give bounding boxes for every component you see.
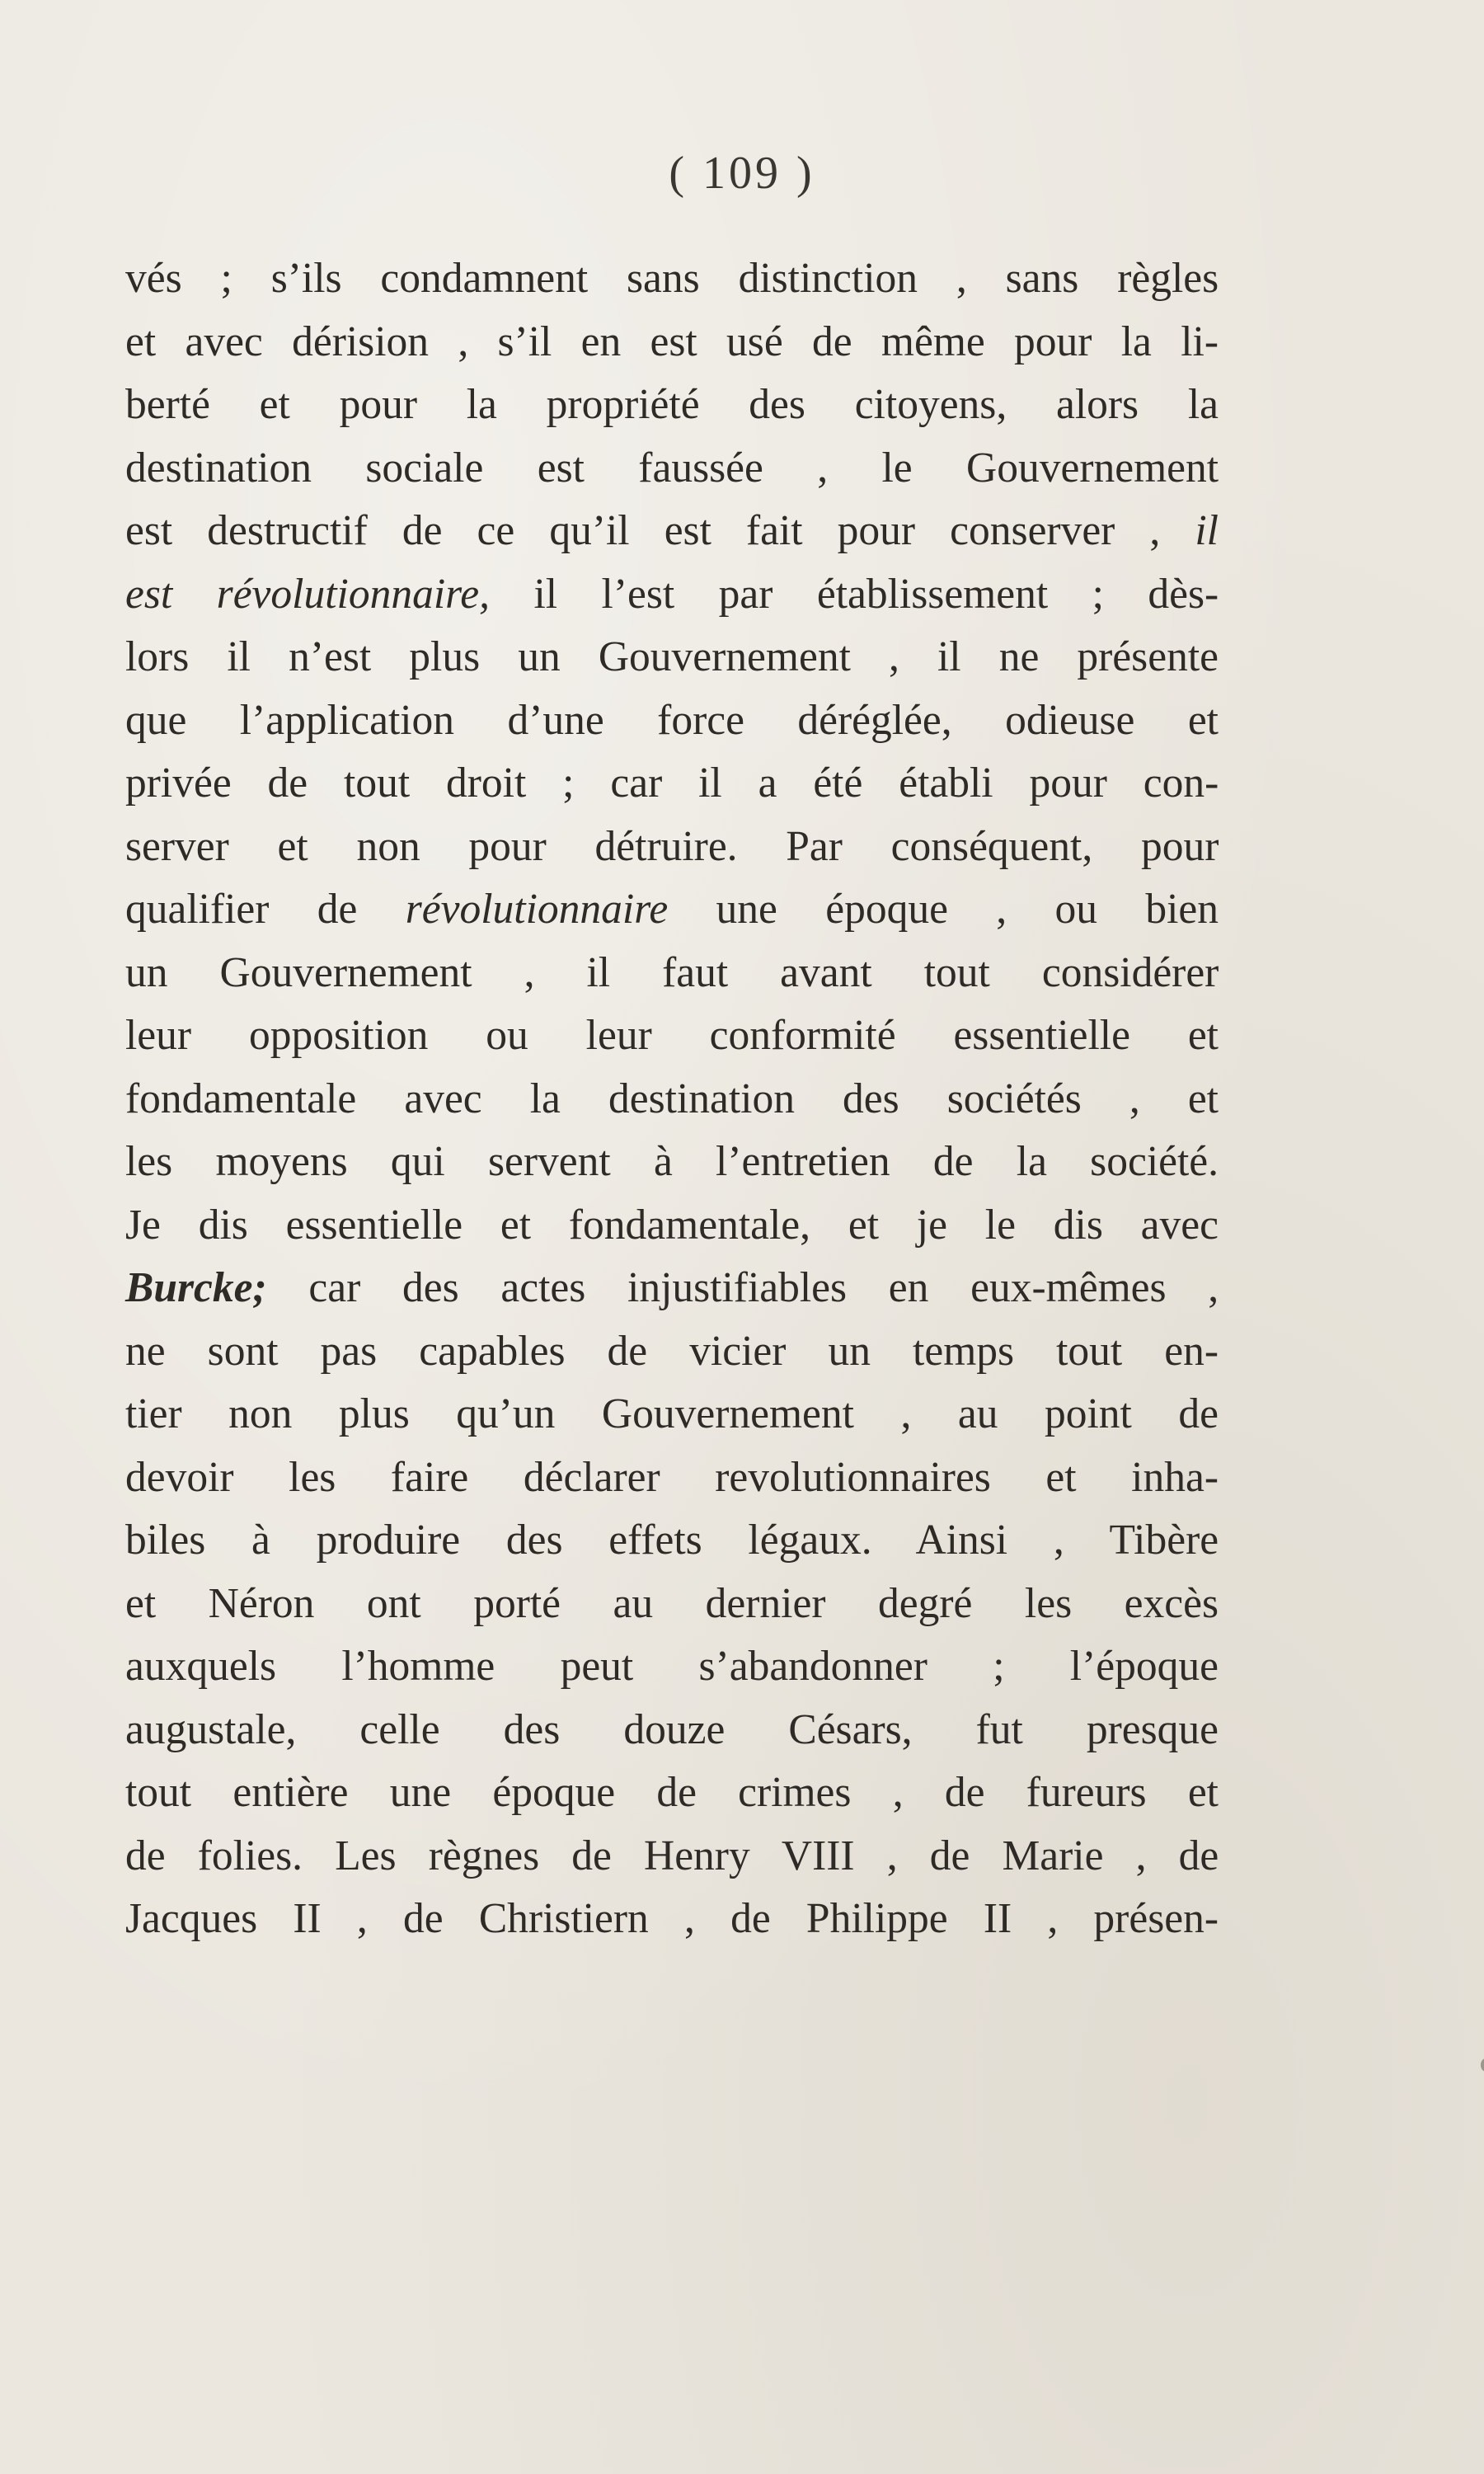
text-line: [125, 1761, 1219, 1825]
text-line: [125, 878, 1219, 942]
text-segment: lors il n’est plus un Gouvernement , il ne présente: [125, 633, 1219, 680]
text-segment: et avec dérision , s’il en est usé de même pour la li-: [125, 317, 1219, 365]
text-segment: privée de tout droit ; car il a été établi pour con-: [125, 760, 1219, 807]
text-line: [125, 1004, 1219, 1068]
page-number: ( 109 ): [669, 148, 815, 199]
text-segment: est destructif de ce qu’il est fait pour conserver ,: [125, 507, 1195, 554]
text-line: [125, 437, 1219, 501]
text-line: [125, 626, 1219, 689]
ink-speck: [1481, 2058, 1484, 2072]
text-line: [125, 752, 1219, 816]
text-segment: ne sont pas capables de vicier un temps tout en-: [125, 1327, 1219, 1375]
text-segment: Jacques II , de Christiern , de Philippe II , présen-: [125, 1895, 1219, 1942]
text-segment: fondamentale avec la destination des sociétés , et: [125, 1075, 1219, 1122]
text-line: [125, 1825, 1219, 1888]
text-line: [125, 1509, 1219, 1573]
text-line: [125, 1383, 1219, 1446]
text-line: [125, 1320, 1219, 1384]
text-segment: auxquels l’homme peut s’abandonner ; l’époque: [125, 1643, 1219, 1690]
text-segment: qualifier de: [125, 886, 406, 933]
text-segment: tout entière une époque de crimes , de fureurs et: [125, 1769, 1219, 1816]
text-line: [125, 311, 1219, 374]
text-line: [125, 1635, 1219, 1699]
text-segment: berté et pour la propriété des citoyens, alors la: [125, 381, 1219, 428]
text-segment: devoir les faire déclarer revolutionnaires et inha-: [125, 1453, 1219, 1501]
text-segment: un Gouvernement , il faut avant tout considérer: [125, 948, 1219, 996]
text-segment: et Néron ont porté au dernier degré les excès: [125, 1579, 1219, 1627]
text-line: [125, 247, 1219, 311]
text-segment: Je dis essentielle et fondamentale, et je le dis avec: [125, 1201, 1219, 1249]
text-segment: destination sociale est faussée , le Gouvernement: [125, 444, 1219, 492]
text-segment: il: [1195, 507, 1219, 554]
text-segment: leur opposition ou leur conformité essentielle et: [125, 1012, 1219, 1059]
text-line: [125, 1131, 1219, 1194]
text-segment: les moyens qui servent à l’entretien de la société.: [125, 1138, 1219, 1185]
text-segment: une époque , ou bien: [668, 886, 1219, 933]
text-segment: est révolutionnaire,: [125, 570, 491, 618]
text-line: [125, 1446, 1219, 1510]
text-line: [125, 1068, 1219, 1131]
text-line: [125, 500, 1219, 563]
text-line: [125, 374, 1219, 437]
text-line: [125, 1573, 1219, 1636]
text-segment: augustale, celle des douze Césars, fut presque: [125, 1705, 1219, 1753]
text-segment: que l’application d’une force déréglée, odieuse et: [125, 696, 1219, 744]
text-segment: révolutionnaire: [405, 886, 669, 933]
text-segment: il l’est par établissement ; dès-: [490, 570, 1219, 618]
text-line: [125, 1257, 1219, 1320]
text-segment: tier non plus qu’un Gouvernement , au point de: [125, 1390, 1219, 1437]
text-segment: vés ; s’ils condamnent sans distinction , sans règles: [125, 255, 1219, 302]
text-line: [125, 942, 1219, 1005]
text-segment: server et non pour détruire. Par conséquent, pour: [125, 822, 1219, 870]
text-line: [125, 689, 1219, 753]
text-line: [125, 816, 1219, 879]
text-segment: biles à produire des effets légaux. Ainsi , Tibère: [125, 1517, 1219, 1564]
text-line: [125, 1194, 1219, 1258]
body-text: [125, 247, 1219, 1951]
text-segment: de folies. Les règnes de Henry VIII , de Marie , de: [125, 1832, 1219, 1879]
text-segment: car des actes injustifiables en eux-mêmes ,: [266, 1264, 1219, 1311]
text-segment: Burcke;: [125, 1264, 267, 1311]
text-line: [125, 1699, 1219, 1762]
text-line: [125, 563, 1219, 627]
text-line: [125, 1888, 1219, 1951]
